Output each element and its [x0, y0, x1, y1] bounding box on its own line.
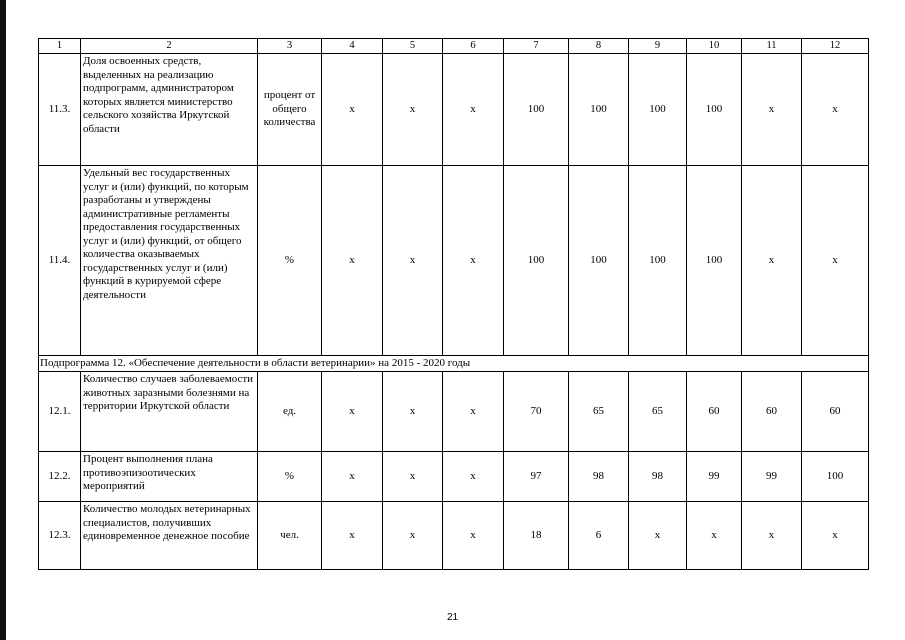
value-cell: х [383, 502, 443, 570]
value-cell: х [443, 166, 504, 356]
header-cell: 9 [629, 39, 687, 54]
value-cell: 99 [687, 452, 742, 502]
value-cell: 100 [629, 54, 687, 166]
value-cell: х [383, 166, 443, 356]
value-cell: 100 [569, 54, 629, 166]
header-cell: 4 [322, 39, 383, 54]
indicator-unit: процент от общего количества [258, 54, 322, 166]
value-cell: 60 [687, 372, 742, 452]
value-cell: 6 [569, 502, 629, 570]
value-cell: 18 [504, 502, 569, 570]
indicator-description: Количество случаев заболеваемости животных заразными болезнями на территории Иркутской области [81, 372, 258, 452]
value-cell: 100 [504, 166, 569, 356]
indicator-unit: % [258, 452, 322, 502]
value-cell: 100 [569, 166, 629, 356]
value-cell: х [443, 452, 504, 502]
value-cell: 100 [687, 166, 742, 356]
indicator-number: 12.1. [39, 372, 81, 452]
subprogram-row [39, 356, 869, 372]
value-cell: х [629, 502, 687, 570]
indicator-unit: % [258, 166, 322, 356]
table-row [39, 452, 869, 502]
indicators-table [38, 38, 869, 570]
table-row [39, 372, 869, 452]
value-cell: х [383, 372, 443, 452]
table-row [39, 54, 869, 166]
value-cell: х [802, 166, 869, 356]
value-cell: 97 [504, 452, 569, 502]
value-cell: х [742, 54, 802, 166]
table-row [39, 502, 869, 570]
value-cell: 65 [569, 372, 629, 452]
value-cell: х [687, 502, 742, 570]
table-row [39, 166, 869, 356]
scan-left-edge [0, 0, 6, 640]
value-cell: х [383, 54, 443, 166]
value-cell: х [742, 502, 802, 570]
value-cell: 60 [742, 372, 802, 452]
indicator-number: 12.2. [39, 452, 81, 502]
value-cell: х [322, 54, 383, 166]
header-cell: 12 [802, 39, 869, 54]
indicator-description: Количество молодых ветеринарных специалистов, получивших единовременное денежное пособие [81, 502, 258, 570]
indicator-number: 11.4. [39, 166, 81, 356]
header-cell: 6 [443, 39, 504, 54]
value-cell: х [322, 166, 383, 356]
value-cell: х [742, 166, 802, 356]
value-cell: х [802, 54, 869, 166]
value-cell: х [443, 502, 504, 570]
indicator-unit: чел. [258, 502, 322, 570]
indicator-unit: ед. [258, 372, 322, 452]
value-cell: х [443, 372, 504, 452]
header-cell: 8 [569, 39, 629, 54]
value-cell: 70 [504, 372, 569, 452]
indicator-number: 12.3. [39, 502, 81, 570]
value-cell: х [443, 54, 504, 166]
indicator-description: Процент выполнения плана противоэпизоотических мероприятий [81, 452, 258, 502]
value-cell: 99 [742, 452, 802, 502]
value-cell: х [383, 452, 443, 502]
subprogram-title: Подпрограмма 12. «Обеспечение деятельности в области ветеринарии» на 2015 - 2020 годы [39, 356, 869, 372]
value-cell: 100 [687, 54, 742, 166]
header-row [39, 39, 869, 54]
value-cell: х [322, 372, 383, 452]
value-cell: 100 [802, 452, 869, 502]
value-cell: 60 [802, 372, 869, 452]
page-number: 21 [446, 612, 459, 623]
value-cell: х [322, 452, 383, 502]
header-cell: 1 [39, 39, 81, 54]
value-cell: 100 [504, 54, 569, 166]
header-cell: 11 [742, 39, 802, 54]
value-cell: х [802, 502, 869, 570]
indicator-description: Доля освоенных средств, выделенных на реализацию подпрограмм, администратором которых является министерство сельского хозяйства Иркутской области [81, 54, 258, 166]
header-cell: 5 [383, 39, 443, 54]
value-cell: 98 [629, 452, 687, 502]
value-cell: 98 [569, 452, 629, 502]
value-cell: 65 [629, 372, 687, 452]
value-cell: х [322, 502, 383, 570]
indicator-number: 11.3. [39, 54, 81, 166]
value-cell: 100 [629, 166, 687, 356]
header-cell: 2 [81, 39, 258, 54]
header-cell: 3 [258, 39, 322, 54]
header-cell: 7 [504, 39, 569, 54]
indicator-description: Удельный вес государственных услуг и (или) функций, по которым разработаны и утверждены административные регламенты предоставления государственных услуг и (или) функций, от общего количества оказываемых государственных услуг и (или) функций в курируемой сфере деятельности [81, 166, 258, 356]
header-cell: 10 [687, 39, 742, 54]
